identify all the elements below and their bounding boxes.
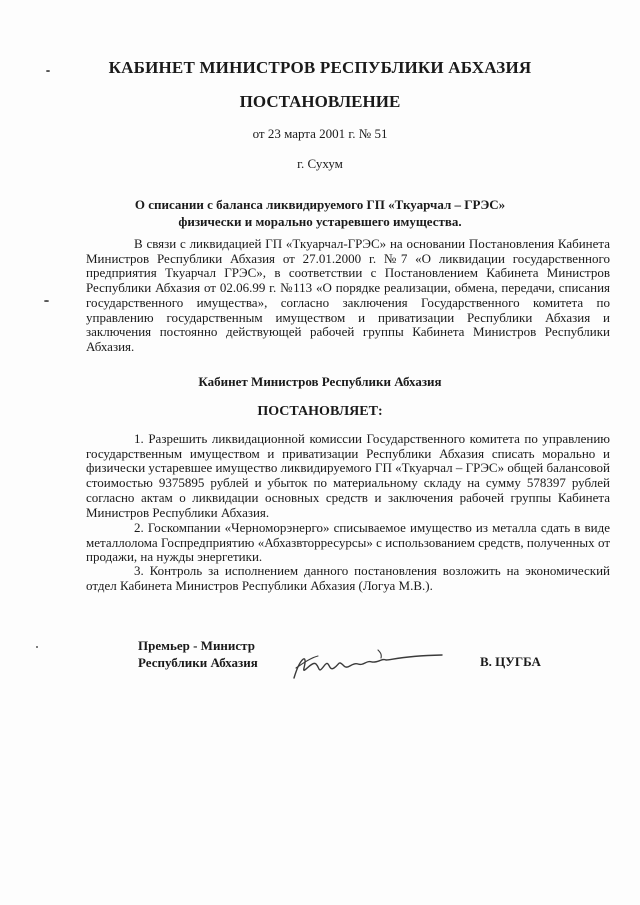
government-title: КАБИНЕТ МИНИСТРОВ РЕСПУБЛИКИ АБХАЗИЯ xyxy=(108,58,532,77)
resolves-heading: ПОСТАНОВЛЯЕТ: xyxy=(257,404,383,419)
resolution-item-2 xyxy=(86,521,610,565)
scan-speck xyxy=(44,300,49,302)
resolution-item-3 xyxy=(86,564,610,593)
city: г. Сухум xyxy=(297,156,343,171)
item-text: 3. Контроль за исполнением данного постановления возложить на экономический отдел Кабинета Министров Республики Абхазия (Логуа М.В.). xyxy=(86,563,610,593)
position-line-2: Республики Абхазия xyxy=(138,655,258,670)
subject xyxy=(0,196,640,230)
document-type: ПОСТАНОВЛЕНИЕ xyxy=(239,92,401,111)
item-text: 1. Разрешить ликвидационной комиссии Государственного комитета по управлению государственным имуществом и приватизации Республики Абхазия списать морально и физически устаревшее имущество ликвидируемого ГП «Ткуарчал – ГРЭС» общей балансовой стоимостью 9375895 рублей и убыток по материальному складу на сумму 578397 рублей согласно актам о ликвидации основных средств и заключения рабочей группы Кабинета Министров Республики Абхазия. xyxy=(86,431,610,520)
position-line-1: Премьер - Министр xyxy=(138,638,255,653)
scan-speck xyxy=(36,646,38,648)
preamble-text: В связи с ликвидацией ГП «Ткуарчал-ГРЭС» на основании Постановления Кабинета Министров Республики Абхазия от 27.01.2000 г. №7 «О ликвидации государственного предприятия Ткуарчал ГРЭС», в соответствии с Постановлением Кабинета Министров Республики Абхазия от 02.06.99 г. №113 «О порядке реализации, обмена, передачи, списания государственного имущества», согласно заключения Государственного комитета по управлению государственным имуществом и приватизации Республики Абхазия и заключения постоянно действующей рабочей группы Кабинета Министров Республики Абхазия. xyxy=(86,236,610,354)
signatory-name: В. ЦУГБА xyxy=(480,654,541,669)
date-number: от 23 марта 2001 г. № 51 xyxy=(252,126,388,141)
subject-line-1: О списании с баланса ликвидируемого ГП «Ткуарчал – ГРЭС» xyxy=(134,197,506,212)
issuing-body: Кабинет Министров Республики Абхазия xyxy=(198,374,442,389)
resolution-item-1 xyxy=(86,432,610,520)
subject-line-2: физически и морально устаревшего имущества. xyxy=(178,214,462,229)
signatory-position xyxy=(138,637,258,671)
item-text: 2. Госкомпании «Черноморэнерго» списываемое имущество из металла сдать в виде металлолома Госпредприятию «Абхазвторресурсы» с использованием средств, полученных от продажи, на нужды энергетики. xyxy=(86,520,610,565)
preamble-paragraph xyxy=(86,237,610,355)
handwritten-signature xyxy=(282,638,450,686)
